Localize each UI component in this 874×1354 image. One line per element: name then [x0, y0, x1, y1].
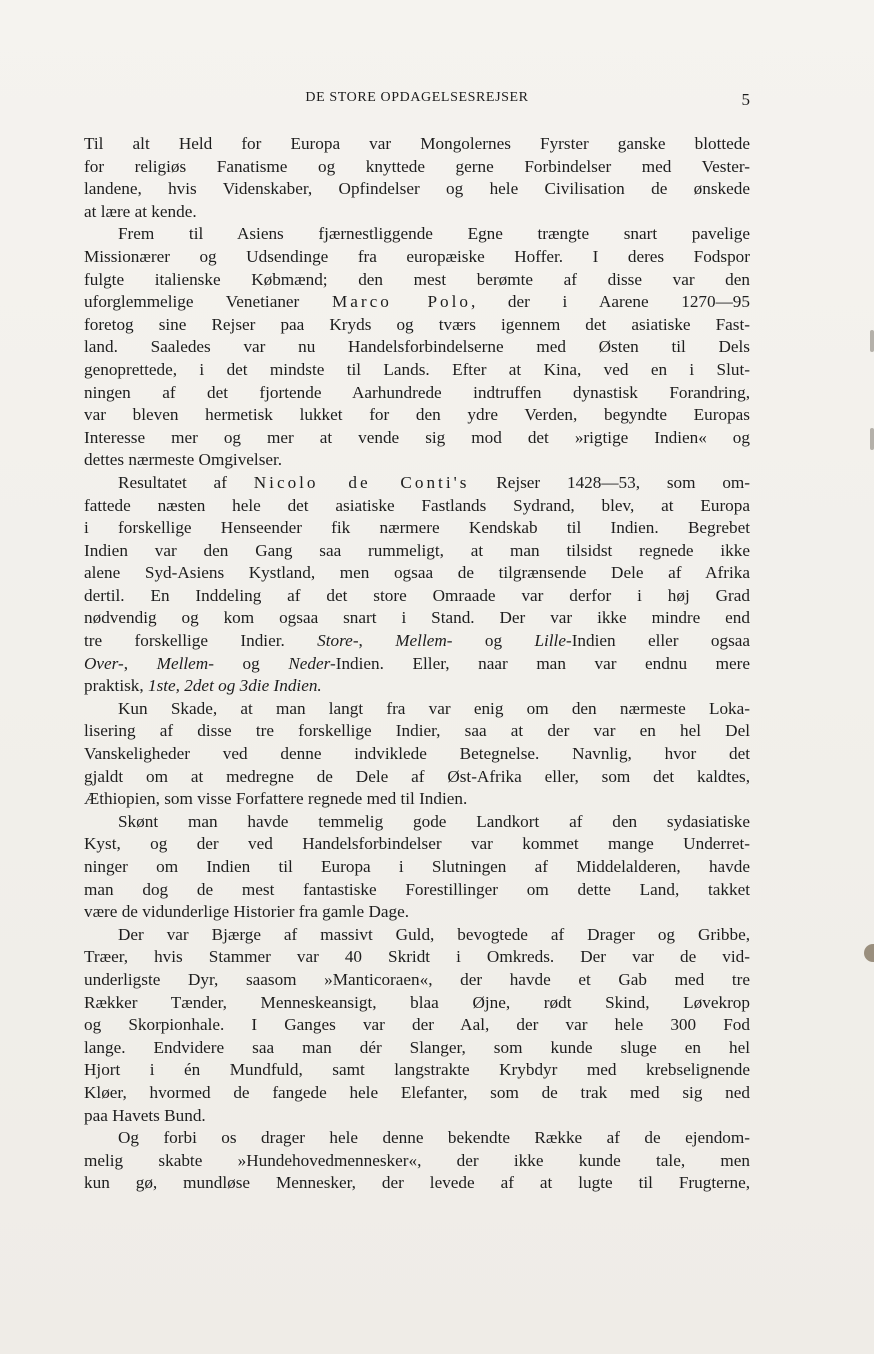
- text-line: Kyst, og der ved Handelsforbindelser var kommet mange Underret-: [84, 834, 750, 854]
- running-head: [84, 90, 750, 110]
- text-line: Kun Skade, at man langt fra var enig om den nærmeste Loka-: [118, 698, 750, 718]
- text-line: melig skabte »Hundehovedmennesker«, der ikke kunde tale, men: [84, 1150, 750, 1170]
- text-segment: praktisk,: [84, 676, 144, 696]
- margin-stain: [864, 944, 874, 962]
- running-title: DE STORE OPDAGELSESREJSER: [305, 90, 529, 105]
- text-line: Skønt man havde temmelig gode Landkort af den sydasiatiske: [118, 811, 750, 831]
- text-line: for religiøs Fanatisme og knyttede gerne Forbindelser med Vester-: [84, 156, 750, 176]
- text-line: nødvendig og kom ogsaa snart i Stand. Der var ikke mindre end: [84, 608, 750, 628]
- page-number: 5: [741, 90, 750, 109]
- text-line: og Skorpionhale. I Ganges var der Aal, der var hele 300 Fod: [84, 1015, 750, 1035]
- text-line: gjaldt om at medregne de Dele af Øst-Afrika eller, som det kaldtes,: [84, 766, 750, 786]
- text-line: paa Havets Bund.: [84, 1105, 206, 1125]
- text-segment: og: [452, 631, 535, 651]
- text-segment: tre forskellige Indier.: [84, 631, 285, 651]
- text-line: Hjort i én Mundfuld, samt langstrakte Krybdyr med krebselignende: [84, 1060, 750, 1080]
- text-line: fulgte italienske Købmænd; den mest berømte af disse var den: [84, 269, 750, 289]
- italic-term: Store-: [317, 631, 359, 651]
- text-line: ningen af det fjortende Aarhundrede indtruffen dynastisk Forandring,: [84, 382, 750, 402]
- text-line: Missionærer og Udsendinge fra europæiske Hoffer. I deres Fodspor: [84, 246, 750, 266]
- text-line: alene Syd-Asiens Kystland, men ogsaa de tilgrænsende Dele af Afrika: [84, 563, 750, 583]
- text-line: underligste Dyr, saasom »Manticoraen«, der havde et Gab med tre: [84, 969, 750, 989]
- text-segment: Rejser 1428—53, som om-: [496, 472, 751, 492]
- text-line: Indien var den Gang saa rummeligt, at man tilsidst regnede ikke: [84, 540, 750, 560]
- text-line: ninger om Indien til Europa i Slutningen af Middelalderen, havde: [84, 857, 750, 876]
- text-line: landene, hvis Videnskaber, Opfindelser og hele Civilisation de ønskede: [84, 179, 750, 199]
- text-line: i forskellige Henseender fik nærmere Kendskab til Indien. Begrebet: [84, 518, 750, 538]
- person-name-nicolo-de-conti: Nicolo de Conti's: [253, 472, 470, 492]
- italic-term: 1ste, 2det og 3die Indien.: [147, 676, 322, 696]
- text-line: Og forbi os drager hele denne bekendte Række af de ejendom-: [118, 1128, 750, 1148]
- text-segment: , der i Aarene 1270—95: [470, 292, 750, 312]
- text-line: var bleven hermetisk lukket for den ydre Verden, begyndte Europas: [84, 405, 750, 425]
- italic-term: Over-: [84, 653, 124, 673]
- text-line: [84, 675, 750, 698]
- text-line: foretog sine Rejser paa Kryds og tværs igennem det asiatiske Fast-: [84, 314, 750, 334]
- text-line: [84, 653, 750, 676]
- text-line: dertil. En Inddeling af det store Omraade var derfor i høj Grad: [84, 585, 750, 605]
- person-name-marco-polo: Marco Polo: [331, 292, 471, 312]
- text-line: kun gø, mundløse Mennesker, der levede af at lugte til Frugterne,: [84, 1173, 750, 1193]
- text-line: [84, 291, 750, 314]
- text-line: være de vidunderlige Historier fra gamle Dage.: [84, 902, 410, 922]
- text-line: Vanskeligheder ved denne indviklede Betegnelse. Navnlig, hvor det: [84, 744, 750, 764]
- italic-term: Lille-: [534, 631, 572, 651]
- text-line: fattede næsten hele det asiatiske Fastlands Sydrand, blev, at Europa: [84, 495, 750, 515]
- text-line: man dog de mest fantastiske Forestillinger om dette Land, takket: [84, 879, 750, 899]
- text-segment: Resultatet af: [118, 472, 227, 492]
- text-line: [84, 630, 750, 653]
- text-line: Rækker Tænder, Menneskeansigt, blaa Øjne, rødt Skind, Løvekrop: [84, 992, 750, 1012]
- margin-mark: [870, 428, 874, 450]
- text-line: Der var Bjærge af massivt Guld, bevogtede af Drager og Gribbe,: [118, 924, 750, 944]
- text-line: Æthiopien, som visse Forfattere regnede med til Indien.: [84, 789, 468, 809]
- italic-term: Mellem-: [156, 653, 214, 673]
- text-segment: Indien eller ogsaa: [571, 631, 751, 651]
- text-line: at lære at kende.: [84, 201, 197, 221]
- text-line: Frem til Asiens fjærnestliggende Egne trængte snart pavelige: [118, 224, 750, 244]
- margin-mark: [870, 330, 874, 352]
- text-segment: Indien. Eller, naar man var endnu mere: [335, 653, 751, 673]
- body-text: [84, 133, 750, 1195]
- text-segment: ,: [123, 653, 157, 673]
- text-line: land. Saaledes var nu Handelsforbindelserne med Østen til Dels: [84, 337, 750, 357]
- italic-term: Neder-: [288, 653, 336, 673]
- text-segment: uforglemmelige Venetianer: [84, 292, 300, 312]
- text-line: lisering af disse tre forskellige Indier, saa at der var en hel Del: [84, 721, 750, 741]
- italic-term: Mellem-: [395, 631, 453, 651]
- text-line: lange. Endvidere saa man dér Slanger, som kunde sluge en hel: [84, 1037, 750, 1057]
- text-line: Interesse mer og mer at vende sig mod det »rigtige Indien« og: [84, 427, 750, 447]
- text-line: Kløer, hvormed de fangede hele Elefanter, som de trak med sig ned: [84, 1082, 750, 1102]
- text-segment: ,: [358, 631, 396, 651]
- text-line: Til alt Held for Europa var Mongolernes Fyrster ganske blottede: [84, 134, 750, 153]
- text-line: dettes nærmeste Omgivelser.: [84, 450, 283, 470]
- text-line: [84, 472, 750, 495]
- text-line: genoprettede, i det mindste til Lands. Efter at Kina, ved en i Slut-: [84, 359, 750, 379]
- text-segment: og: [213, 653, 289, 673]
- text-line: Træer, hvis Stammer var 40 Skridt i Omkreds. Der var de vid-: [84, 947, 750, 967]
